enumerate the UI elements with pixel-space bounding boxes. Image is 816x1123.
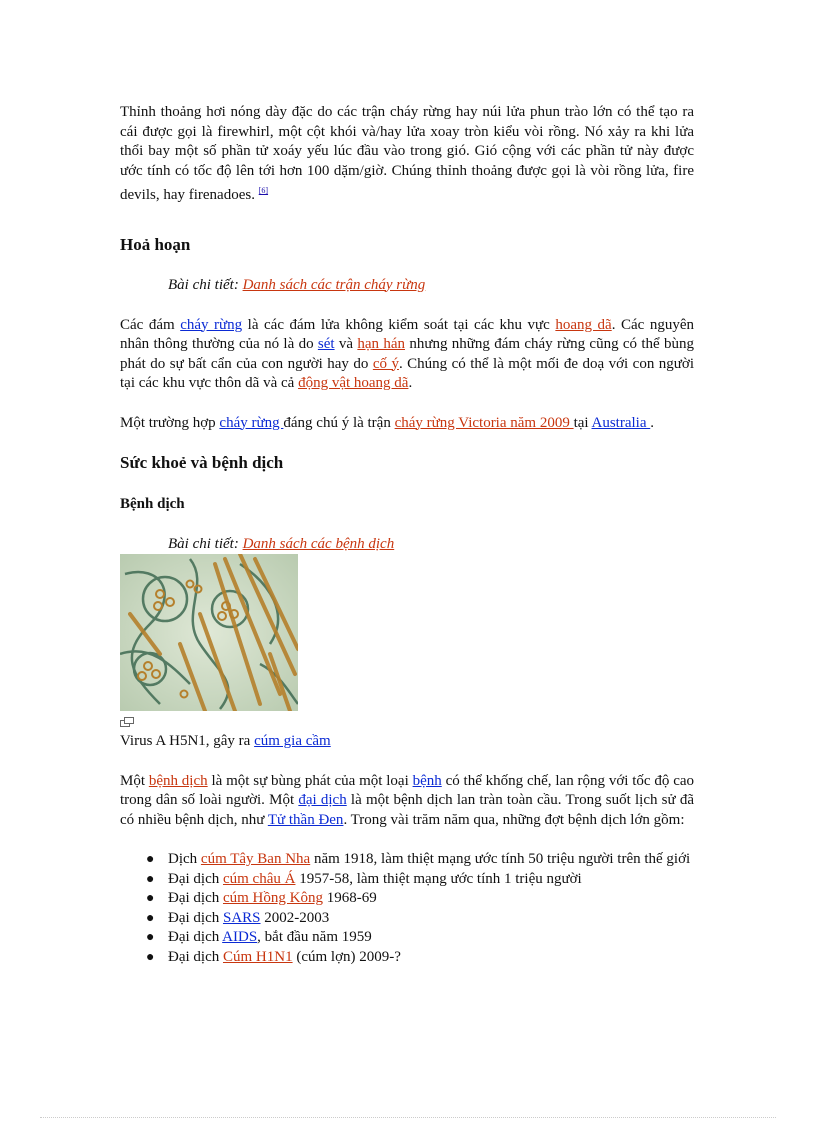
list-item: ● Đại dịch cúm châu Á 1957-58, làm thiệt mạng ước tính 1 triệu người bbox=[168, 870, 694, 890]
reference-link-6[interactable]: [6] bbox=[258, 186, 269, 195]
link-chay-rung-2[interactable]: cháy rừng bbox=[219, 414, 284, 431]
list-item: ● Đại dịch SARS 2002-2003 bbox=[168, 909, 694, 929]
link-h1n1[interactable]: Cúm H1N1 bbox=[222, 948, 293, 965]
list-item: ● Đại dịch Cúm H1N1 (cúm lợn) 2009-? bbox=[168, 948, 694, 968]
firewhirl-paragraph: Thỉnh thoảng hơi nóng dày đặc do các trận cháy rừng hay núi lửa phun trào lớn có thể tạo ra cái được gọi là firewhirl, một cột khói và/hay lửa xoay tròn kiểu vòi rồng. Nó xảy ra khi lửa thổi bay một số phần tử xoáy yếu lúc đầu vào trong gió. Gió cộng với các phần tử này được ước tính có tốc độ lên tới hơn 100 dặm/giờ. Chúng thỉnh thoảng được gọi là vòi rồng lửa, fire devils, hay firenadoes. [6] bbox=[120, 104, 694, 203]
bullet-icon: ● bbox=[146, 852, 155, 867]
epidemic-paragraph: Một bệnh dịch là một sự bùng phát của một loại bệnh có thể khống chế, lan rộng với tốc độ cao trong dân số loài người. Một đại dịch là một bệnh dịch lan tràn toàn cầu. Trong suốt lịch sử đã có nhiều bệnh dịch, như Tử thần Đen. Trong vài trăm năm qua, những đợt bệnh dịch lớn gồm: bbox=[120, 772, 695, 828]
list-item: ● Đại dịch AIDS, bắt đầu năm 1959 bbox=[168, 928, 694, 948]
heading-health: Sức khoẻ và bệnh dịch bbox=[120, 453, 284, 472]
link-co-y[interactable]: cố ý bbox=[372, 355, 399, 372]
link-benh[interactable]: bệnh bbox=[412, 772, 442, 789]
link-benh-dich[interactable]: bệnh dịch bbox=[148, 772, 208, 789]
link-tu-than-den[interactable]: Tử thần Đen bbox=[267, 811, 344, 828]
link-dai-dich[interactable]: đại dịch bbox=[298, 792, 347, 808]
main-article-epidemic: Bài chi tiết: Danh sách các bệnh dịch bbox=[168, 536, 395, 552]
heading-epidemic: Bệnh dịch bbox=[120, 496, 185, 512]
heading-fire: Hoả hoạn bbox=[120, 234, 191, 254]
link-australia[interactable]: Australia bbox=[591, 414, 651, 431]
link-sars[interactable]: SARS bbox=[222, 909, 261, 926]
bullet-icon: ● bbox=[146, 871, 155, 887]
main-article-fire: Bài chi tiết: Danh sách các trận cháy rừng bbox=[168, 276, 426, 293]
h5n1-virus-image[interactable] bbox=[120, 554, 298, 711]
link-han-han[interactable]: hạn hán bbox=[357, 336, 405, 352]
link-hong-kong-flu[interactable]: cúm Hồng Kông bbox=[222, 890, 323, 906]
image-caption: Virus A H5N1, gây ra cúm gia cầm bbox=[120, 733, 331, 749]
link-aids[interactable]: AIDS bbox=[222, 929, 258, 945]
wildfire-paragraph: Các đám cháy rừng là các đám lửa không kiểm soát tại các khu vực hoang dã. Các nguyên nhân thông thường của nó là do sét và hạn hán nhưng những đám cháy rừng cũng có thể bùng phát do sự bất cẩn của con người hay do cố ý. Chúng có thể là một mối đe doạ với con người tại các khu vực thôn dã và cả động vật hoang dã. bbox=[120, 316, 694, 391]
document-page bbox=[120, 103, 694, 967]
link-dong-vat-hoang-da[interactable]: động vật hoang dã bbox=[298, 375, 409, 391]
list-item: ● Đại dịch cúm Hồng Kông 1968-69 bbox=[168, 889, 694, 909]
link-set[interactable]: sét bbox=[317, 336, 335, 352]
bullet-icon: ● bbox=[146, 891, 155, 906]
link-chay-rung[interactable]: cháy rừng bbox=[180, 316, 243, 333]
page-bottom-divider bbox=[40, 1117, 776, 1118]
bullet-icon: ● bbox=[146, 910, 155, 926]
link-asian-flu[interactable]: cúm châu Á bbox=[222, 870, 296, 887]
link-hoang-da[interactable]: hoang dã bbox=[555, 316, 612, 333]
victoria-fire-paragraph: Một trường hợp cháy rừng đáng chú ý là trận cháy rừng Victoria năm 2009 tại Australia . bbox=[120, 414, 654, 431]
list-item: ● Dịch cúm Tây Ban Nha năm 1918, làm thiệt mạng ước tính 50 triệu người trên thế giới bbox=[168, 850, 694, 870]
link-list-of-epidemics[interactable]: Danh sách các bệnh dịch bbox=[242, 536, 395, 552]
link-list-of-wildfires[interactable]: Danh sách các trận cháy rừng bbox=[242, 276, 426, 293]
link-spanish-flu[interactable]: cúm Tây Ban Nha bbox=[200, 851, 311, 867]
link-cum-gia-cam[interactable]: cúm gia cầm bbox=[254, 733, 331, 749]
epidemic-list bbox=[120, 850, 694, 967]
bullet-icon: ● bbox=[146, 949, 155, 965]
link-victoria-fire-2009[interactable]: cháy rừng Victoria năm 2009 bbox=[394, 414, 574, 431]
enlarge-icon[interactable] bbox=[120, 717, 134, 727]
bullet-icon: ● bbox=[146, 930, 155, 945]
